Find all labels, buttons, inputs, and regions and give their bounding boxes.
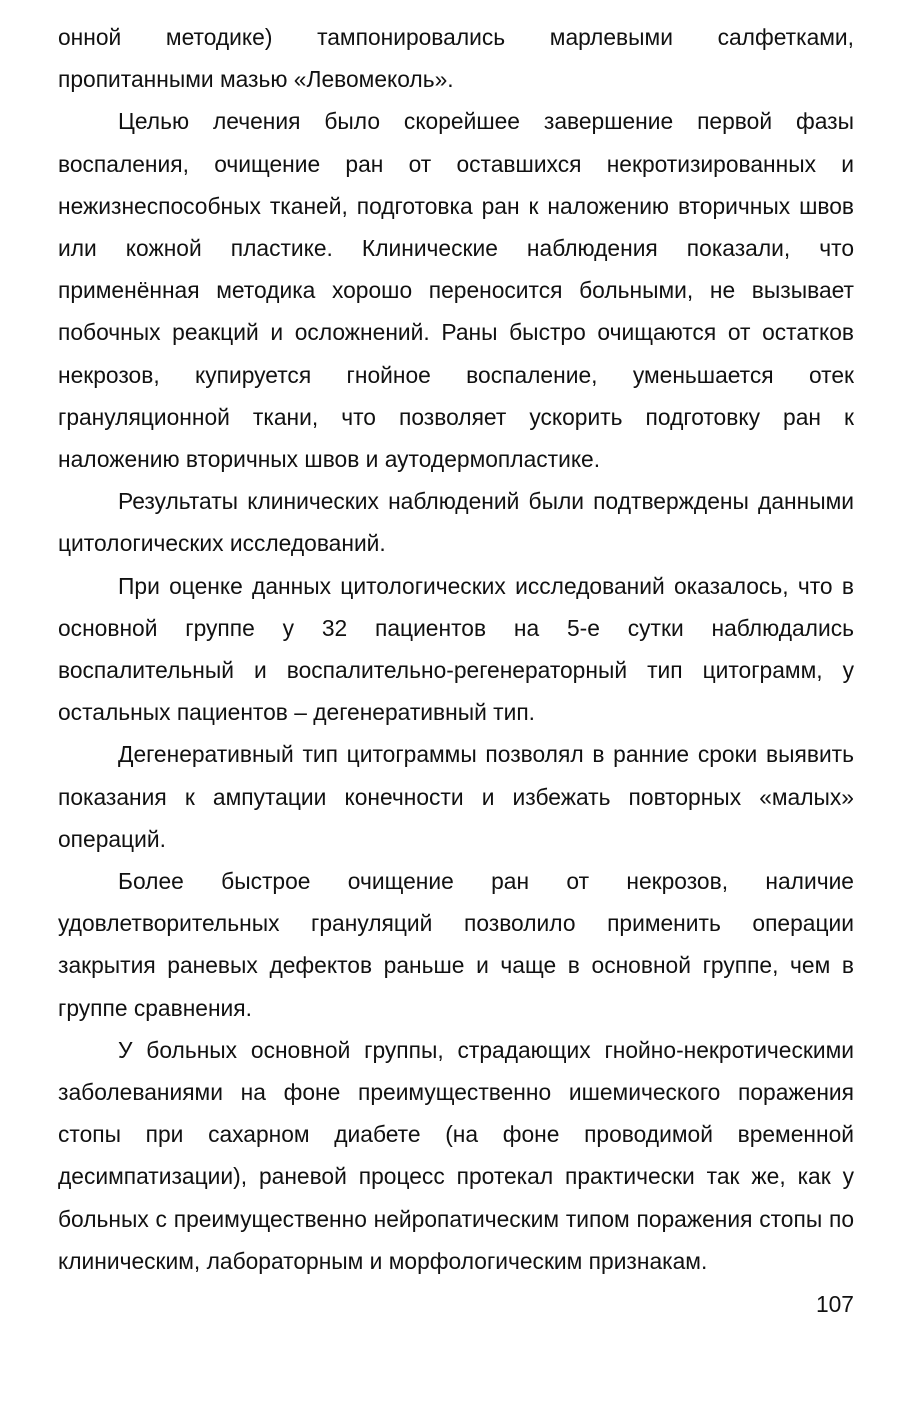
paragraph-degenerative-type: Дегенеративный тип цитограммы позволял в ранние сроки выявить показания к ампутации конечности и избежать повторных «малых» операций.: [58, 741, 854, 852]
paragraph-wound-cleaning: Более быстрое очищение ран от некрозов, наличие удовлетворительных грануляций позволило применить операции закрытия раневых дефектов раньше и чаще в основной группе, чем в группе сравнения.: [58, 868, 854, 1021]
page-number: 107: [815, 1291, 854, 1317]
page-footer: [58, 1283, 854, 1325]
paragraph-continued: онной методике) тампонировались марлевыми салфетками, пропитанными мазью «Левомеколь».: [58, 24, 854, 93]
paragraph-main-group: У больных основной группы, страдающих гнойно-некротическими заболеваниями на фоне преимущественно ишемического поражения стопы при сахарном диабете (на фоне проводимой временной десимпатизации), раневой процесс протекал практически так же, как у больных с преимущественно нейропатическим типом поражения стопы по клиническим, лабораторным и морфологическим признакам.: [58, 1036, 854, 1274]
paragraph-cytology-assessment: При оценке данных цитологических исследований оказалось, что в основной группе у 32 пациентов на 5-е сутки наблюдались воспалительный и воспалительно-регенераторный тип цитограмм, у остальных пациентов – дегенеративный тип.: [58, 572, 854, 726]
paragraph-results-confirmed: Результаты клинических наблюдений были подтверждены данными цитологических исследований.: [58, 488, 854, 557]
document-page: [58, 16, 854, 1282]
paragraph-treatment-goal: Целью лечения было скорейшее завершение первой фазы воспаления, очищение ран от оставшихся некротизированных и нежизнеспособных тканей, подготовка ран к наложению вторичных швов или кожной пластике. Клинические наблюдения показали, что применённая методика хорошо переносится больными, не вызывает побочных реакций и осложнений. Раны быстро очищаются от остатков некрозов, купируется гнойное воспаление, уменьшается отек грануляционной ткани, что позволяет ускорить подготовку ран к наложению вторичных швов и аутодермопластике.: [58, 108, 854, 473]
